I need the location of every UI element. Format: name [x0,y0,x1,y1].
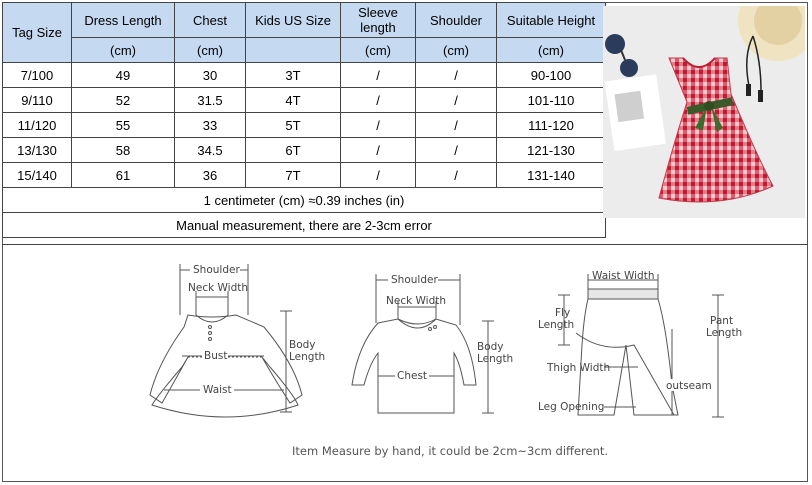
table-units-row [3,38,606,63]
table-cell: / [341,63,416,88]
table-cell: 55 [72,113,175,138]
table-cell: 9/110 [3,88,72,113]
header-kids-us-size: Kids US Size [246,3,341,38]
error-note-row [3,213,606,238]
table-cell: / [416,113,497,138]
dress-length-label: Length [289,351,326,363]
unit-cell: (cm) [72,38,175,63]
table-cell: / [416,138,497,163]
pants-waistband [588,289,658,299]
table-row [3,138,606,163]
table-cell: 11/120 [3,113,72,138]
dress-body-label: Body [289,339,316,351]
unit-cell: (cm) [497,38,606,63]
pants-diagram [576,289,678,415]
table-cell: / [341,163,416,188]
table-cell: 90-100 [497,63,606,88]
table-cell: / [416,88,497,113]
shirt-outline [352,319,476,413]
pants-leg-opening-label: Leg Opening [538,401,605,413]
pants-thigh-label: Thigh Width [547,362,611,374]
table-cell: / [416,63,497,88]
header-chest: Chest [175,3,246,38]
size-table [2,2,606,238]
table-cell: 15/140 [3,163,72,188]
table-cell: 33 [175,113,246,138]
table-cell: 31.5 [175,88,246,113]
table-row [3,113,606,138]
measurement-diagram-svg [2,245,808,482]
shirt-length-label: Length [477,353,514,365]
table-cell: 4T [246,88,341,113]
table-cell: / [416,163,497,188]
pants-pant-length-label: Length [706,327,743,339]
product-photo [603,6,805,218]
table-cell: / [341,138,416,163]
header-tag-size: Tag Size [3,3,72,63]
dress-bust-label: Bust [204,350,228,362]
pants-outline [578,299,678,415]
conversion-note-row [3,188,606,213]
shirt-chest-label: Chest [397,370,428,382]
pants-outseam-label: outseam [666,380,712,392]
table-cell: 3T [246,63,341,88]
table-cell: / [341,113,416,138]
table-header-row [3,3,606,38]
shirt-diagram [352,319,476,413]
header-shoulder: Shoulder [416,3,497,38]
table-row [3,88,606,113]
table-cell: 49 [72,63,175,88]
shirt-body-label: Body [477,341,504,353]
measurement-diagram [2,244,808,482]
shirt-shoulder-label: Shoulder [391,274,438,286]
table-cell: 6T [246,138,341,163]
diagram-footnote: Item Measure by hand, it could be 2cm~3cm different. [292,444,609,458]
error-note: Manual measurement, there are 2-3cm error [3,213,606,238]
table-cell: 52 [72,88,175,113]
table-cell: 58 [72,138,175,163]
table-cell: 121-130 [497,138,606,163]
table-row [3,63,606,88]
table-cell: 61 [72,163,175,188]
header-sleeve-length: Sleeve length [341,3,416,38]
table-cell: 7/100 [3,63,72,88]
unit-cell [246,38,341,63]
table-cell: 13/130 [3,138,72,163]
dress-neck-label: Neck Width [188,282,249,294]
table-cell: 111-120 [497,113,606,138]
table-cell: 36 [175,163,246,188]
pants-pant-label: Pant [710,315,734,327]
pants-waist-label: Waist Width [592,270,655,282]
pants-fly-label: Fly [555,307,571,319]
dress-photo-illustration [603,6,805,218]
unit-cell: (cm) [416,38,497,63]
unit-cell: (cm) [175,38,246,63]
unit-cell: (cm) [341,38,416,63]
table-cell: 5T [246,113,341,138]
header-suitable-height: Suitable Height [497,3,606,38]
table-cell: 7T [246,163,341,188]
conversion-note: 1 centimeter (cm) ≈0.39 inches (in) [3,188,606,213]
dress-diagram [150,315,302,417]
table-cell: 34.5 [175,138,246,163]
table-cell: / [341,88,416,113]
dress-shoulder-label: Shoulder [193,264,240,276]
table-row [3,163,606,188]
table-cell: 30 [175,63,246,88]
shirt-neck-label: Neck Width [386,295,447,307]
table-cell: 101-110 [497,88,606,113]
gift-card-prop [605,74,666,151]
pants-fly-length-label: Length [538,319,575,331]
table-cell: 131-140 [497,163,606,188]
header-dress-length: Dress Length [72,3,175,38]
dress-waist-label: Waist [203,384,232,396]
dress-outline [150,315,302,417]
